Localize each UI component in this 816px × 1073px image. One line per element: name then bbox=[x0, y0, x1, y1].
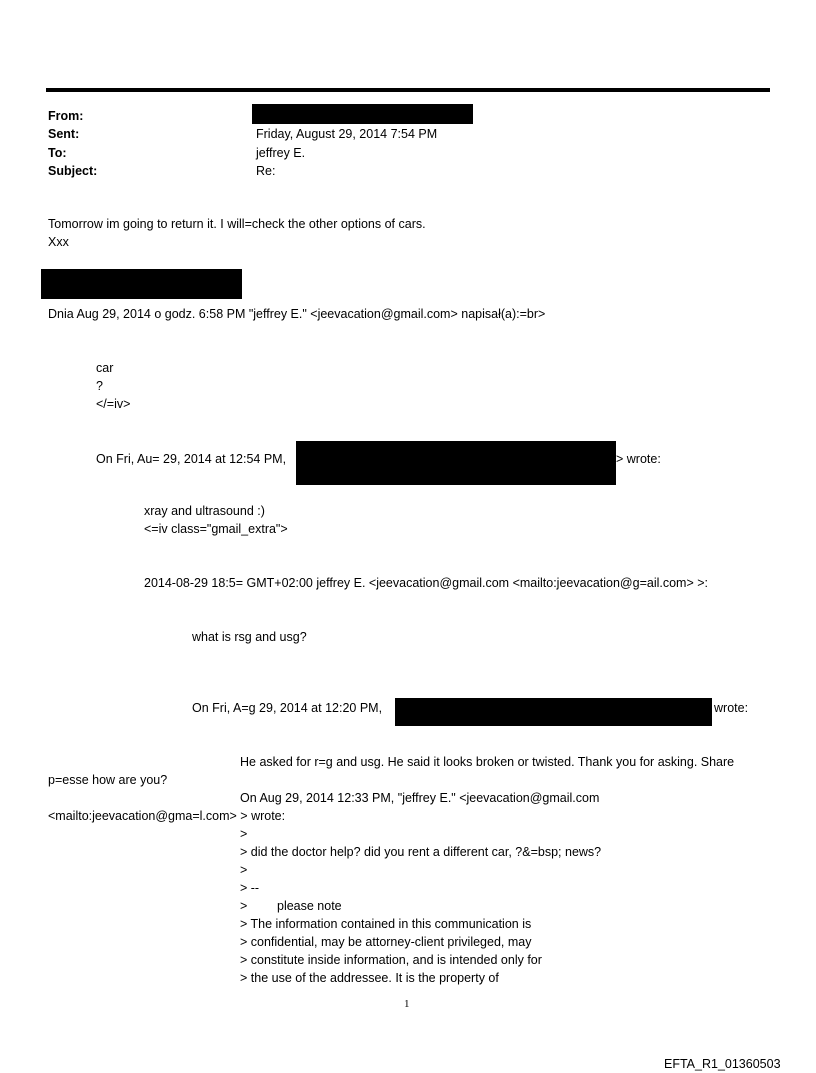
to-value: jeffrey E. bbox=[256, 146, 306, 160]
page-number: 1 bbox=[404, 998, 410, 1010]
to-label: To: bbox=[48, 146, 67, 160]
quote3-line-1: what is rsg and usg? bbox=[192, 630, 307, 644]
quote4-line-3: On Aug 29, 2014 12:33 PM, "jeffrey E." <jeevacation@gmail.com bbox=[240, 791, 600, 805]
quote5-line-3: > bbox=[240, 863, 248, 877]
quote2-intro-right: > wrote: bbox=[616, 452, 661, 466]
quote4-line-2: p=esse how are you? bbox=[48, 773, 168, 787]
quote2-line-1: xray and ultrasound :) bbox=[144, 504, 265, 518]
sent-value: Friday, August 29, 2014 7:54 PM bbox=[256, 127, 438, 141]
quote4-line-4: <mailto:jeevacation@gma=l.com> > wrote: bbox=[48, 809, 286, 823]
quote5-line-5-text: please note bbox=[277, 899, 342, 913]
redaction-signature bbox=[41, 269, 242, 299]
redaction-quote4-sender bbox=[395, 698, 712, 726]
quote5-line-7: > confidential, may be attorney-client privileged, may bbox=[240, 935, 532, 949]
quote1-line-3: </=iv> bbox=[96, 397, 131, 411]
body-line-1: Tomorrow im going to return it. I will=check the other options of cars. bbox=[48, 217, 426, 231]
subject-label: Subject: bbox=[48, 164, 98, 178]
quote4-line-1: He asked for r=g and usg. He said it looks broken or twisted. Thank you for asking. Share bbox=[240, 755, 735, 769]
body-line-2: Xxx bbox=[48, 235, 69, 249]
quote1-line-1: car bbox=[96, 361, 114, 375]
quote2-intro-left: On Fri, Au= 29, 2014 at 12:54 PM, bbox=[96, 452, 287, 466]
from-label: From: bbox=[48, 109, 84, 123]
quote5-line-9: > the use of the addressee. It is the property of bbox=[240, 971, 499, 985]
redaction-quote2-sender bbox=[296, 441, 616, 485]
quote5-line-8: > constitute inside information, and is intended only for bbox=[240, 953, 542, 967]
quote4-intro-right: wrote: bbox=[714, 701, 749, 715]
quote5-line-5-marker: > bbox=[240, 899, 248, 913]
subject-value: Re: bbox=[256, 164, 276, 178]
quote5-line-2: > did the doctor help? did you rent a different car, ?&=bsp; news? bbox=[240, 845, 602, 859]
quote5-line-4: > -- bbox=[240, 881, 260, 895]
quote4-intro-left: On Fri, A=g 29, 2014 at 12:20 PM, bbox=[192, 701, 383, 715]
quote2-line-2: <=iv class="gmail_extra"> bbox=[144, 522, 288, 536]
quote3-intro: 2014-08-29 18:5= GMT+02:00 jeffrey E. <jeevacation@gmail.com <mailto:jeevacation@g=ail.com> >: bbox=[144, 576, 709, 590]
quote5-line-6: > The information contained in this communication is bbox=[240, 917, 532, 931]
sent-label: Sent: bbox=[48, 127, 80, 141]
redaction-from bbox=[252, 104, 473, 124]
quote5-line-1: > bbox=[240, 827, 248, 841]
header-rule bbox=[46, 88, 770, 92]
document-id: EFTA_R1_01360503 bbox=[664, 1057, 781, 1071]
quote-intro: Dnia Aug 29, 2014 o godz. 6:58 PM "jeffrey E." <jeevacation@gmail.com> napisał(a):=br> bbox=[48, 307, 546, 321]
quote1-line-2: ? bbox=[96, 379, 103, 393]
